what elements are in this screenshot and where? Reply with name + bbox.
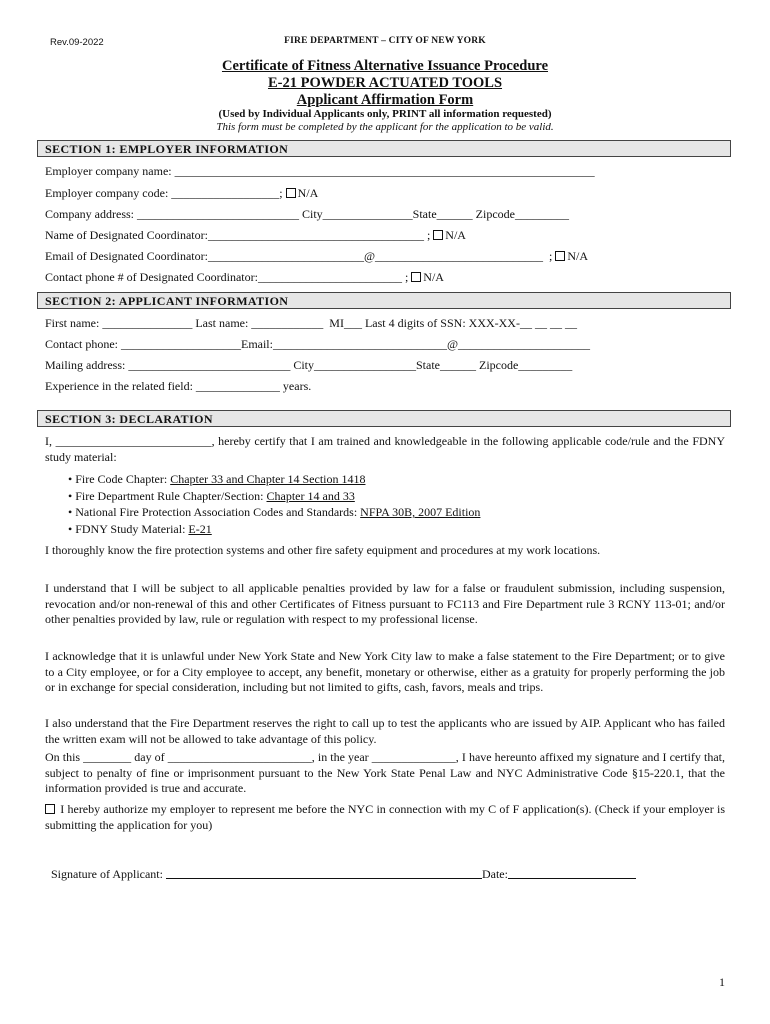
bullet-label: • Fire Department Rule Chapter/Section: — [68, 488, 267, 503]
signature-field[interactable] — [166, 866, 482, 879]
employer-authorization-text: I hereby authorize my employer to represent me before the NYC in connection with my C of F application(s). (Check if your employer is submitting the application for you) — [45, 802, 725, 832]
form-usage-note: (Used by Individual Applicants only, PRINT all information requested) — [218, 108, 552, 120]
applicant-name-field[interactable]: First name: _______________ Last name: ____________ MI___ Last 4 digits of SSN: XXX-XX-__ __ __ __ — [45, 316, 577, 330]
coordinator-email-label: Email of Designated Coordinator:__________________________@____________________________ ; — [45, 249, 556, 263]
bullet-value: E-21 — [188, 521, 212, 536]
list-item — [68, 504, 480, 521]
employer-company-code-field[interactable] — [45, 186, 318, 201]
form-title: Certificate of Fitness Alternative Issuance Procedure — [221, 58, 549, 74]
list-item — [68, 521, 480, 538]
bullet-value: Chapter 14 and 33 — [266, 488, 355, 503]
employer-authorization[interactable] — [45, 802, 725, 833]
date-label: Date: — [481, 867, 508, 881]
employer-authorization-checkbox[interactable] — [45, 804, 55, 814]
section1-heading: SECTION 1: EMPLOYER INFORMATION — [37, 140, 731, 157]
applicant-experience-field[interactable]: Experience in the related field: ______________ years. — [45, 379, 312, 393]
form-subject — [0, 75, 770, 92]
signature-label: Signature of Applicant: — [51, 867, 166, 881]
form-instruction: This form must be completed by the applicant for the application to be valid. — [216, 121, 554, 133]
declaration-paragraph-4: I also understand that the Fire Department reserves the right to call up to test the applicants who are issued by AIP. Applicant who has failed the written exam will not be allowed to take advantage of this policy. — [45, 716, 725, 746]
declaration-intro[interactable]: I, __________________________, hereby certify that I am trained and knowledgeable in the following applicable code/rule and the FDNY study material: — [45, 434, 725, 464]
form-subject-text: E-21 POWDER ACTUATED TOOLS — [267, 75, 503, 91]
coordinator-email-field[interactable] — [45, 249, 588, 264]
company-address-field[interactable]: Company address: ___________________________ City_______________State______ Zipcode_________ — [45, 207, 569, 221]
section3-heading: SECTION 3: DECLARATION — [37, 410, 731, 427]
coordinator-name-label: Name of Designated Coordinator:____________________________________ ; — [45, 228, 434, 242]
employer-company-name-field[interactable]: Employer company name: ______________________________________________________________________ — [45, 164, 595, 178]
company-code-label: Employer company code: __________________; — [45, 186, 286, 200]
coordinator-phone-na-checkbox[interactable] — [411, 272, 421, 282]
coordinator-name-field[interactable] — [45, 228, 466, 243]
bullet-value: Chapter 33 and Chapter 14 Section 1418 — [170, 472, 366, 486]
coordinator-email-na-label: N/A — [567, 249, 589, 263]
bullet-value: NFPA 30B, 2007 Edition — [360, 505, 481, 519]
department-header: FIRE DEPARTMENT – CITY OF NEW YORK — [284, 36, 486, 46]
bullet-label: • National Fire Protection Association Codes and Standards: — [68, 505, 361, 519]
form-name: Applicant Affirmation Form — [296, 92, 474, 108]
coordinator-email-na-checkbox[interactable] — [555, 251, 565, 261]
declaration-paragraph-2: I understand that I will be subject to all applicable penalties provided by law for a false or fraudulent submission, including suspension, revocation and/or non-renewal of this and other Certificates of Fitness pursuant to FC113 and Fire Department rule 3 RCNY 113-01; and/or other penalties provided by law, rule or regulation with respect to my professional license. — [45, 581, 725, 626]
bullet-label: • FDNY Study Material: — [68, 521, 189, 536]
section2-heading: SECTION 2: APPLICANT INFORMATION — [37, 292, 731, 309]
declaration-paragraph-3: I acknowledge that it is unlawful under New York State and New York City law to make a false statement to the Fire Department; or to give to a City employee, or for a City employee to accept, any benefit, monetary or otherwise, either as a gratuity for properly performing the job or in exchange for special consideration, including but not limited to gifts, cash, favors, meals and trips. — [45, 649, 725, 694]
company-code-na-label: N/A — [297, 186, 319, 200]
signature-line — [45, 851, 636, 882]
bullet-label: • Fire Code Chapter: — [68, 472, 171, 486]
coordinator-name-na-checkbox[interactable] — [433, 230, 443, 240]
coordinator-phone-field[interactable] — [45, 270, 444, 285]
declaration-paragraph-1: I thoroughly know the fire protection systems and other fire safety equipment and procedures at my work locations. — [45, 543, 601, 557]
date-field[interactable] — [508, 866, 636, 879]
coordinator-phone-label: Contact phone # of Designated Coordinator:________________________ ; — [45, 270, 412, 284]
study-material-list — [68, 471, 480, 537]
page-number: 1 — [719, 975, 725, 989]
applicant-mailing-address-field[interactable]: Mailing address: ___________________________ City_________________State______ Zipcode_________ — [45, 358, 573, 372]
revision-label: Rev.09-2022 — [50, 37, 104, 48]
coordinator-name-na-label: N/A — [445, 228, 466, 242]
company-code-na-checkbox[interactable] — [286, 188, 296, 198]
applicant-contact-field[interactable]: Contact phone: ____________________Email:_____________________________@______________________ — [45, 337, 591, 351]
coordinator-phone-na-label: N/A — [423, 270, 444, 284]
list-item — [68, 488, 480, 505]
list-item — [68, 471, 480, 488]
declaration-paragraph-5[interactable]: On this ________ day of ________________________, in the year ______________, I have hereunto affixed my signature and I certify that, subject to penalty of fine or imprisonment pursuant to the New York State Penal Law and NYC Administrative Code §15-220.1, that the information provided is true and accurate. — [45, 750, 725, 795]
